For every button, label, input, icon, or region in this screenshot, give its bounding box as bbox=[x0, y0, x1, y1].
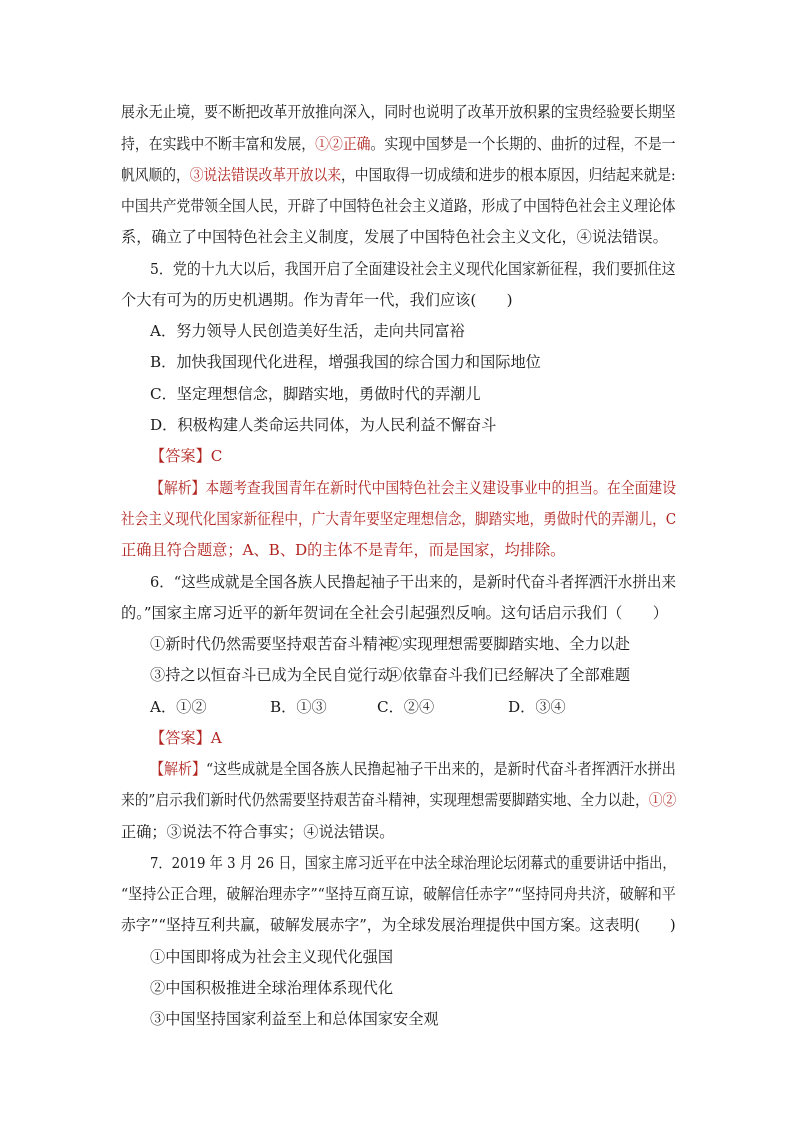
q7-stem-line-2: “坚持公正合理，破解治理赤字”“坚持互商互谅，破解信任赤字”“坚持同舟共济，破解和平 bbox=[121, 885, 676, 903]
analysis-prev-line-4: 中国共产党带领全国人民，开辟了中国特色社会主义道路，形成了中国特色社会主义理论体 bbox=[121, 197, 676, 215]
q5-analysis-line-1: 【解析】本题考查我国青年在新时代中国特色社会主义建设事业中的担当。在全面建设 bbox=[150, 479, 677, 497]
q5-stem-line-2: 个大有可为的历史机遇期。作为青年一代，我们应该( ) bbox=[121, 291, 513, 309]
q7-stem-line-3: 赤字”“坚持互利共赢，破解发展赤字”，为全球发展治理提供中国方案。这表明( ) bbox=[121, 916, 676, 934]
q5-option-a: A．努力领导人民创造美好生活，走向共同富裕 bbox=[150, 322, 465, 340]
q6-stem-line-2: 的。”国家主席习近平的新年贺词在全社会引起强烈反响。这句话启示我们（ ） bbox=[121, 604, 668, 622]
q7-statement-3: ③中国坚持国家利益至上和总体国家安全观 bbox=[150, 1010, 439, 1028]
analysis-prev-line-1: 展永无止境，要不断把改革开放推向深入，同时也说明了改革开放积累的宝贵经验要长期坚 bbox=[121, 103, 676, 121]
q6-answer: 【答案】A bbox=[150, 729, 222, 747]
q5-analysis-line-2: 社会主义现代化国家新征程中，广大青年要坚定理想信念，脚踏实地，勇做时代的弄潮儿，C bbox=[121, 510, 677, 528]
q5-stem-line-1: 5．党的十九大以后，我国开启了全面建设社会主义现代化国家新征程，我们要抓住这 bbox=[150, 260, 676, 278]
q6-statement-3: ③持之以恒奋斗已成为全民自觉行动 bbox=[150, 666, 393, 684]
q6-option-b: B．①③ bbox=[270, 698, 327, 716]
q6-analysis-line-2: 来的”启示我们新时代仍然需要坚持艰苦奋斗精神，实现理想需要脚踏实地、全力以赴，①② bbox=[121, 791, 677, 809]
q6-option-d: D．③④ bbox=[508, 698, 566, 716]
q6-analysis-line-3: 正确；③说法不符合事实；④说法错误。 bbox=[121, 823, 395, 841]
q7-statement-2: ②中国积极推进全球治理体系现代化 bbox=[150, 979, 393, 997]
q6-statement-1: ①新时代仍然需要坚持艰苦奋斗精神 bbox=[150, 635, 393, 653]
analysis-prev-line-5: 系，确立了中国特色社会主义制度，发展了中国特色社会主义文化，④说法错误。 bbox=[121, 228, 668, 246]
q6-option-c: C．②④ bbox=[377, 698, 435, 716]
q5-analysis-line-3: 正确且符合题意；A、B、D的主体不是青年，而是国家，均排除。 bbox=[121, 541, 566, 559]
q5-option-d: D．积极构建人类命运共同体，为人民利益不懈奋斗 bbox=[150, 416, 497, 434]
q5-option-b: B．加快我国现代化进程，增强我国的综合国力和国际地位 bbox=[150, 353, 541, 371]
q6-analysis-line-1: 【解析】“这些成就是全国各族人民撸起袖子干出来的，是新时代奋斗者挥洒汗水拼出 bbox=[150, 760, 676, 778]
q5-option-c: C．坚定理想信念，脚踏实地，勇做时代的弄潮儿 bbox=[150, 385, 481, 403]
q7-stem-line-1: 7．2019 年 3 月 26 日，国家主席习近平在中法全球治理论坛闭幕式的重要讲话中指出， bbox=[150, 854, 676, 872]
q5-answer: 【答案】C bbox=[150, 447, 223, 465]
analysis-prev-line-3: 帆风顺的，③说法错误改革开放以来，中国取得一切成绩和进步的根本原因，归结起来就是: bbox=[121, 166, 676, 184]
analysis-prev-line-2: 持，在实践中不断丰富和发展，①②正确。实现中国梦是一个长期的、曲折的过程，不是一 bbox=[121, 135, 676, 153]
q7-statement-1: ①中国即将成为社会主义现代化强国 bbox=[150, 948, 393, 966]
q6-statement-4: ④依靠奋斗我们已经解决了全部难题 bbox=[387, 666, 630, 684]
q6-statement-2: ②实现理想需要脚踏实地、全力以赴 bbox=[387, 635, 630, 653]
q6-option-a: A．①② bbox=[150, 698, 207, 716]
q6-stem-line-1: 6．“这些成就是全国各族人民撸起袖子干出来的，是新时代奋斗者挥洒汗水拼出来 bbox=[150, 573, 676, 591]
